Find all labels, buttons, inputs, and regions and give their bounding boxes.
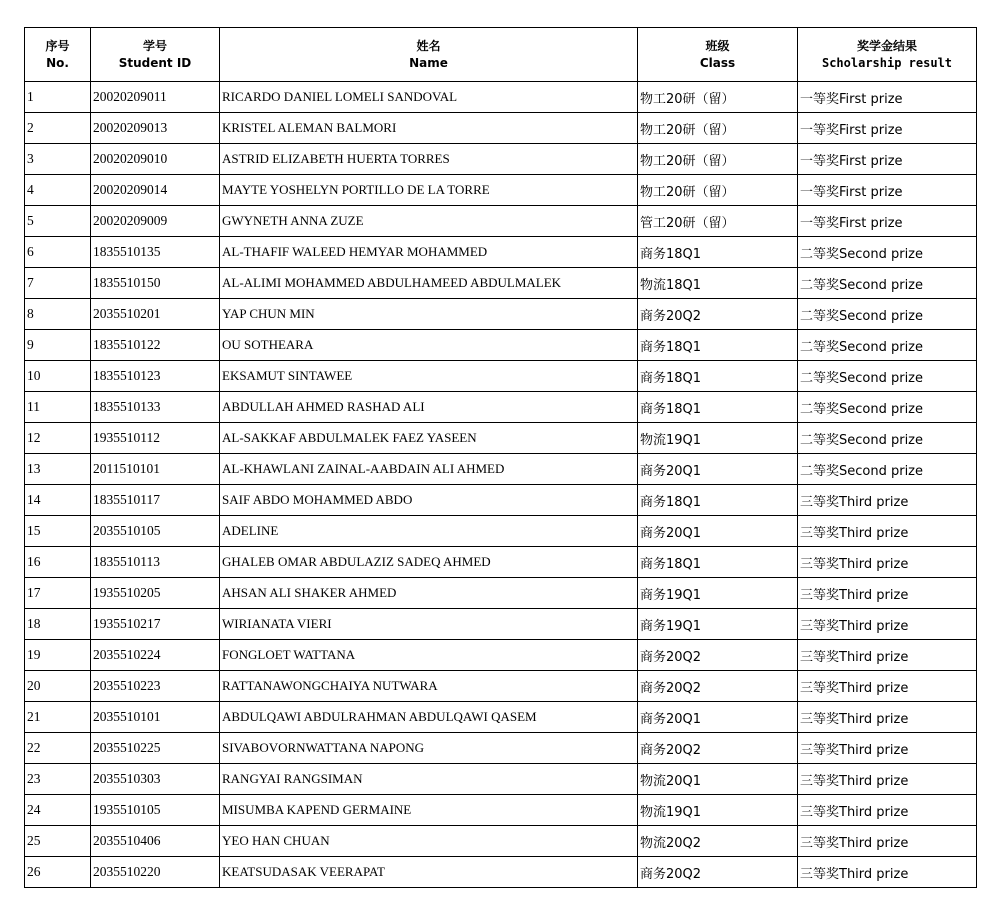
cell-class: 商务20Q1 bbox=[638, 516, 798, 547]
table-header bbox=[25, 28, 977, 82]
cell-no: 5 bbox=[25, 206, 91, 237]
header-result-zh: 奖学金结果 bbox=[856, 38, 917, 53]
cell-name: ASTRID ELIZABETH HUERTA TORRES bbox=[220, 144, 638, 175]
cell-class: 物工20研（留） bbox=[638, 144, 798, 175]
scholarship-results-table bbox=[24, 27, 977, 888]
cell-no: 1 bbox=[25, 82, 91, 113]
cell-name: MISUMBA KAPEND GERMAINE bbox=[220, 795, 638, 826]
table-row bbox=[25, 733, 977, 764]
header-class bbox=[638, 28, 798, 82]
table-row bbox=[25, 361, 977, 392]
cell-name: FONGLOET WATTANA bbox=[220, 640, 638, 671]
cell-class: 商务18Q1 bbox=[638, 392, 798, 423]
header-result bbox=[798, 28, 977, 82]
cell-class: 商务20Q2 bbox=[638, 299, 798, 330]
cell-student-id: 20020209009 bbox=[91, 206, 220, 237]
cell-class: 商务18Q1 bbox=[638, 485, 798, 516]
table-row bbox=[25, 144, 977, 175]
cell-result: 二等奖Second prize bbox=[798, 361, 977, 392]
cell-result: 三等奖Third prize bbox=[798, 671, 977, 702]
cell-student-id: 1835510123 bbox=[91, 361, 220, 392]
cell-no: 24 bbox=[25, 795, 91, 826]
cell-name: WIRIANATA VIERI bbox=[220, 609, 638, 640]
cell-student-id: 1935510105 bbox=[91, 795, 220, 826]
cell-name: SIVABOVORNWATTANA NAPONG bbox=[220, 733, 638, 764]
table-row bbox=[25, 485, 977, 516]
cell-result: 三等奖Third prize bbox=[798, 795, 977, 826]
cell-name: RANGYAI RANGSIMAN bbox=[220, 764, 638, 795]
header-no-en: No. bbox=[46, 55, 69, 70]
cell-no: 13 bbox=[25, 454, 91, 485]
cell-result: 三等奖Third prize bbox=[798, 857, 977, 888]
table-row bbox=[25, 578, 977, 609]
cell-student-id: 1835510150 bbox=[91, 268, 220, 299]
cell-name: YEO HAN CHUAN bbox=[220, 826, 638, 857]
cell-class: 物流20Q2 bbox=[638, 826, 798, 857]
table-row bbox=[25, 268, 977, 299]
cell-class: 商务18Q1 bbox=[638, 361, 798, 392]
cell-name: AHSAN ALI SHAKER AHMED bbox=[220, 578, 638, 609]
table-row bbox=[25, 640, 977, 671]
cell-class: 商务20Q1 bbox=[638, 702, 798, 733]
table-row bbox=[25, 330, 977, 361]
table-row bbox=[25, 237, 977, 268]
cell-class: 商务20Q2 bbox=[638, 640, 798, 671]
cell-no: 11 bbox=[25, 392, 91, 423]
table-row bbox=[25, 206, 977, 237]
cell-name: ADELINE bbox=[220, 516, 638, 547]
cell-name: RATTANAWONGCHAIYA NUTWARA bbox=[220, 671, 638, 702]
header-no bbox=[25, 28, 91, 82]
cell-no: 23 bbox=[25, 764, 91, 795]
cell-student-id: 2035510225 bbox=[91, 733, 220, 764]
cell-student-id: 1835510117 bbox=[91, 485, 220, 516]
header-class-zh: 班级 bbox=[705, 38, 730, 53]
cell-result: 三等奖Third prize bbox=[798, 733, 977, 764]
cell-student-id: 2011510101 bbox=[91, 454, 220, 485]
cell-class: 商务20Q2 bbox=[638, 733, 798, 764]
cell-no: 18 bbox=[25, 609, 91, 640]
cell-result: 一等奖First prize bbox=[798, 206, 977, 237]
cell-name: OU SOTHEARA bbox=[220, 330, 638, 361]
header-class-en: Class bbox=[699, 55, 736, 70]
table-row bbox=[25, 547, 977, 578]
cell-class: 商务18Q1 bbox=[638, 237, 798, 268]
cell-name: SAIF ABDO MOHAMMED ABDO bbox=[220, 485, 638, 516]
cell-name: AL-THAFIF WALEED HEMYAR MOHAMMED bbox=[220, 237, 638, 268]
cell-class: 商务20Q2 bbox=[638, 857, 798, 888]
cell-student-id: 2035510223 bbox=[91, 671, 220, 702]
header-row bbox=[25, 28, 977, 82]
table-row bbox=[25, 826, 977, 857]
cell-name: GHALEB OMAR ABDULAZIZ SADEQ AHMED bbox=[220, 547, 638, 578]
table-row bbox=[25, 423, 977, 454]
table-row bbox=[25, 175, 977, 206]
cell-result: 三等奖Third prize bbox=[798, 640, 977, 671]
cell-no: 22 bbox=[25, 733, 91, 764]
table-row bbox=[25, 454, 977, 485]
cell-student-id: 20020209011 bbox=[91, 82, 220, 113]
cell-name: EKSAMUT SINTAWEE bbox=[220, 361, 638, 392]
cell-no: 14 bbox=[25, 485, 91, 516]
cell-name: ABDULQAWI ABDULRAHMAN ABDULQAWI QASEM bbox=[220, 702, 638, 733]
cell-name: KEATSUDASAK VEERAPAT bbox=[220, 857, 638, 888]
cell-student-id: 2035510105 bbox=[91, 516, 220, 547]
cell-result: 三等奖Third prize bbox=[798, 702, 977, 733]
cell-class: 商务20Q1 bbox=[638, 454, 798, 485]
cell-no: 15 bbox=[25, 516, 91, 547]
cell-result: 一等奖First prize bbox=[798, 175, 977, 206]
header-name-zh: 姓名 bbox=[416, 38, 441, 53]
cell-student-id: 2035510406 bbox=[91, 826, 220, 857]
cell-result: 三等奖Third prize bbox=[798, 578, 977, 609]
cell-no: 2 bbox=[25, 113, 91, 144]
cell-class: 物流20Q1 bbox=[638, 764, 798, 795]
cell-no: 25 bbox=[25, 826, 91, 857]
cell-name: MAYTE YOSHELYN PORTILLO DE LA TORRE bbox=[220, 175, 638, 206]
cell-no: 10 bbox=[25, 361, 91, 392]
table-row bbox=[25, 857, 977, 888]
cell-no: 8 bbox=[25, 299, 91, 330]
cell-class: 物流19Q1 bbox=[638, 795, 798, 826]
cell-result: 一等奖First prize bbox=[798, 144, 977, 175]
cell-student-id: 1935510205 bbox=[91, 578, 220, 609]
table-row bbox=[25, 671, 977, 702]
cell-class: 物工20研（留） bbox=[638, 113, 798, 144]
cell-class: 商务19Q1 bbox=[638, 578, 798, 609]
table-row bbox=[25, 82, 977, 113]
cell-class: 物工20研（留） bbox=[638, 175, 798, 206]
cell-result: 三等奖Third prize bbox=[798, 826, 977, 857]
cell-class: 商务18Q1 bbox=[638, 547, 798, 578]
cell-name: AL-SAKKAF ABDULMALEK FAEZ YASEEN bbox=[220, 423, 638, 454]
cell-no: 7 bbox=[25, 268, 91, 299]
cell-student-id: 2035510201 bbox=[91, 299, 220, 330]
cell-no: 3 bbox=[25, 144, 91, 175]
cell-result: 三等奖Third prize bbox=[798, 516, 977, 547]
table-row bbox=[25, 609, 977, 640]
cell-student-id: 20020209010 bbox=[91, 144, 220, 175]
cell-result: 二等奖Second prize bbox=[798, 237, 977, 268]
cell-result: 二等奖Second prize bbox=[798, 392, 977, 423]
cell-student-id: 1835510122 bbox=[91, 330, 220, 361]
cell-student-id: 20020209013 bbox=[91, 113, 220, 144]
table-row bbox=[25, 113, 977, 144]
header-no-zh: 序号 bbox=[45, 38, 70, 53]
cell-student-id: 1835510113 bbox=[91, 547, 220, 578]
cell-student-id: 2035510224 bbox=[91, 640, 220, 671]
cell-result: 一等奖First prize bbox=[798, 82, 977, 113]
table-row bbox=[25, 795, 977, 826]
cell-student-id: 20020209014 bbox=[91, 175, 220, 206]
cell-name: YAP CHUN MIN bbox=[220, 299, 638, 330]
cell-class: 商务19Q1 bbox=[638, 609, 798, 640]
cell-no: 21 bbox=[25, 702, 91, 733]
cell-name: ABDULLAH AHMED RASHAD ALI bbox=[220, 392, 638, 423]
cell-no: 6 bbox=[25, 237, 91, 268]
table-body bbox=[25, 82, 977, 888]
header-student-id-en: Student ID bbox=[118, 55, 192, 70]
cell-student-id: 1835510135 bbox=[91, 237, 220, 268]
cell-result: 三等奖Third prize bbox=[798, 764, 977, 795]
cell-name: AL-KHAWLANI ZAINAL-AABDAIN ALI AHMED bbox=[220, 454, 638, 485]
cell-student-id: 2035510303 bbox=[91, 764, 220, 795]
table-row bbox=[25, 392, 977, 423]
cell-no: 16 bbox=[25, 547, 91, 578]
cell-result: 二等奖Second prize bbox=[798, 299, 977, 330]
table-row bbox=[25, 516, 977, 547]
cell-no: 20 bbox=[25, 671, 91, 702]
cell-student-id: 1935510112 bbox=[91, 423, 220, 454]
cell-student-id: 2035510101 bbox=[91, 702, 220, 733]
cell-no: 26 bbox=[25, 857, 91, 888]
cell-result: 三等奖Third prize bbox=[798, 485, 977, 516]
cell-no: 4 bbox=[25, 175, 91, 206]
cell-class: 商务20Q2 bbox=[638, 671, 798, 702]
cell-class: 管工20研（留） bbox=[638, 206, 798, 237]
header-student-id bbox=[91, 28, 220, 82]
cell-class: 物工20研（留） bbox=[638, 82, 798, 113]
cell-student-id: 1935510217 bbox=[91, 609, 220, 640]
cell-no: 19 bbox=[25, 640, 91, 671]
cell-no: 17 bbox=[25, 578, 91, 609]
cell-student-id: 1835510133 bbox=[91, 392, 220, 423]
header-result-en: Scholarship result bbox=[821, 55, 953, 70]
table-row bbox=[25, 299, 977, 330]
cell-result: 二等奖Second prize bbox=[798, 454, 977, 485]
cell-result: 二等奖Second prize bbox=[798, 268, 977, 299]
table-row bbox=[25, 764, 977, 795]
cell-class: 物流18Q1 bbox=[638, 268, 798, 299]
cell-result: 三等奖Third prize bbox=[798, 547, 977, 578]
header-name-en: Name bbox=[409, 55, 448, 70]
cell-class: 商务18Q1 bbox=[638, 330, 798, 361]
cell-name: RICARDO DANIEL LOMELI SANDOVAL bbox=[220, 82, 638, 113]
cell-result: 三等奖Third prize bbox=[798, 609, 977, 640]
cell-class: 物流19Q1 bbox=[638, 423, 798, 454]
table-row bbox=[25, 702, 977, 733]
header-student-id-zh: 学号 bbox=[142, 38, 167, 53]
header-name bbox=[220, 28, 638, 82]
cell-name: GWYNETH ANNA ZUZE bbox=[220, 206, 638, 237]
cell-result: 一等奖First prize bbox=[798, 113, 977, 144]
cell-result: 二等奖Second prize bbox=[798, 423, 977, 454]
cell-result: 二等奖Second prize bbox=[798, 330, 977, 361]
cell-no: 12 bbox=[25, 423, 91, 454]
cell-name: AL-ALIMI MOHAMMED ABDULHAMEED ABDULMALEK bbox=[220, 268, 638, 299]
cell-no: 9 bbox=[25, 330, 91, 361]
cell-name: KRISTEL ALEMAN BALMORI bbox=[220, 113, 638, 144]
cell-student-id: 2035510220 bbox=[91, 857, 220, 888]
